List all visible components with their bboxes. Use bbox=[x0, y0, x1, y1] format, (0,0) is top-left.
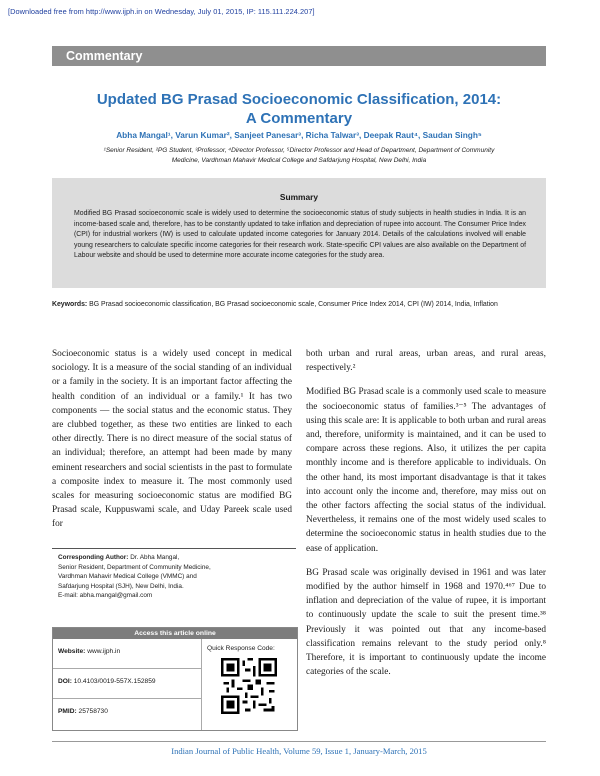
right-paragraph-2: Modified BG Prasad scale is a commonly used scale to measure the socioeconomic status of families.³⁻⁵ The advantages of using this scale are: It is applicable to both urban and rural areas and, therefore, uniformity is maintained, and it can be used to compare across these regions. Also, it utilizes the per capita monthly income and is therefore applicable to individuals. On the other hand, its most important disadvantage is that it takes into account only the income and, therefore, may miss out on the other factors affecting the social status of the individual. Nevertheless, it remains one of the most widely used scales to determine the socioeconomic status in health studies due to the ease of application. bbox=[306, 387, 546, 554]
right-column bbox=[306, 347, 546, 689]
correspondence-line-1: Senior Resident, Department of Community Medicine, bbox=[58, 563, 211, 571]
author-list: Abha Mangal¹, Varun Kumar², Sanjeet Panesar³, Richa Talwar³, Deepak Raut⁴, Saudan Singh⁵ bbox=[116, 130, 482, 140]
pmid-value: 25758730 bbox=[78, 708, 108, 715]
correspondence-line-2: Vardhman Mahavir Medical College (VMMC) and bbox=[58, 573, 197, 581]
doi-link[interactable]: 10.4103/0019-557X.152859 bbox=[73, 678, 156, 685]
affiliations bbox=[60, 146, 538, 165]
access-heading: Access this article online bbox=[53, 628, 297, 639]
access-row-divider bbox=[53, 698, 201, 699]
keywords-text: BG Prasad socioeconomic classification, BG Prasad socioeconomic scale, Consumer Price Index 2014, CPI (IW) 2014, India, Inflation bbox=[89, 301, 498, 308]
left-column bbox=[52, 347, 292, 542]
qr-code-label: Quick Response Code: bbox=[207, 645, 275, 652]
correspondence-name: Dr. Abha Mangal, bbox=[130, 554, 180, 561]
section-label: Commentary bbox=[66, 49, 143, 63]
affiliation-line-2: Medicine, Vardhman Mahavir Medical College and Safdarjung Hospital, New Delhi, India bbox=[171, 156, 427, 164]
title-line-1: Updated BG Prasad Socioeconomic Classification, 2014: bbox=[96, 91, 502, 108]
access-doi-row bbox=[58, 678, 198, 685]
summary-box bbox=[52, 178, 546, 288]
download-banner: [Downloaded free from http://www.ijph.in on Wednesday, July 01, 2015, IP: 115.111.224.207] bbox=[8, 7, 315, 16]
access-vertical-divider bbox=[201, 639, 202, 730]
article-title bbox=[52, 90, 546, 128]
summary-heading: Summary bbox=[279, 192, 319, 202]
website-link[interactable]: www.ijph.in bbox=[87, 648, 121, 655]
qr-code-icon[interactable] bbox=[221, 658, 277, 714]
correspondence-heading: Corresponding Author: bbox=[58, 554, 129, 561]
keywords-label: Keywords: bbox=[52, 301, 88, 308]
keywords bbox=[52, 300, 546, 311]
access-pmid-row bbox=[58, 708, 198, 715]
summary-text: Modified BG Prasad socioeconomic scale is widely used to determine the socioeconomic status of study subjects in health studies in India. It is an income-based scale and, therefore, has to be constantly updated to take inflation and depreciation of rupee into account. The Consumer Price Index (CPI) for industrial workers (IW) is used to calculate updated income categories for January 2014. Details of the calculations involved will enable young researchers to calculate specific income categories for their research work. State-specific CPI values are also available on the Department of Labour website and should be used to determine more accurate income categories for the study area. bbox=[74, 210, 526, 260]
access-website-row bbox=[58, 648, 198, 655]
correspondence-line-3: Safdarjung Hospital (SJH), New Delhi, India. bbox=[58, 582, 184, 590]
footer-divider bbox=[52, 741, 546, 742]
access-row-divider bbox=[53, 668, 201, 669]
section-label-bar bbox=[52, 46, 546, 66]
website-label: Website: bbox=[58, 648, 86, 655]
affiliation-line-1: ¹Senior Resident, ²PG Student, ³Professor, ⁴Director Professor, ⁵Director Professor and Head of Department, Department of Community bbox=[103, 147, 495, 154]
right-paragraph-1: both urban and rural areas, urban areas, and rural areas, respectively.² bbox=[306, 349, 546, 374]
journal-footer: Indian Journal of Public Health, Volume 59, Issue 1, January-March, 2015 bbox=[171, 746, 427, 756]
pmid-label: PMID: bbox=[58, 708, 77, 715]
access-online-box bbox=[52, 627, 298, 731]
correspondence-email: E-mail: abha.mangal@gmail.com bbox=[58, 592, 153, 600]
title-line-2: A Commentary bbox=[245, 110, 353, 127]
right-paragraph-3: BG Prasad scale was originally devised in 1961 and was later modified by the author himself in 1968 and 1970.⁴⁶⁷ Due to inflation and depreciation of the value of rupee, it is important to continuously update the scale to suit the present time.³⁸ Previously it was pointed out that any income-based classification remains relevant to the study period only.⁸ Therefore, it is important to continuously update the income categories of the scale. bbox=[306, 567, 546, 678]
left-paragraph-1: Socioeconomic status is a widely used concept in medical sociology. It is a measure of the social standing of an individual or a family in the society. It is an important factor affecting the health condition of an individual or a family.¹ It has two components — the social status and the economic status. They are clubbed together, as these two entities are linked to each other directly. There is no direct measure of the social status of an individual; therefore, an attempt had been made by many eminent researchers and social scientists in the past to formulate a composite index to measure it. The most commonly used scales for measuring socioeconomic status are modified BG Prasad scale, Kuppuswami scale, and Uday Pareek scale used for bbox=[52, 349, 292, 530]
doi-label: DOI: bbox=[58, 678, 72, 685]
corresponding-author-box bbox=[52, 548, 296, 609]
